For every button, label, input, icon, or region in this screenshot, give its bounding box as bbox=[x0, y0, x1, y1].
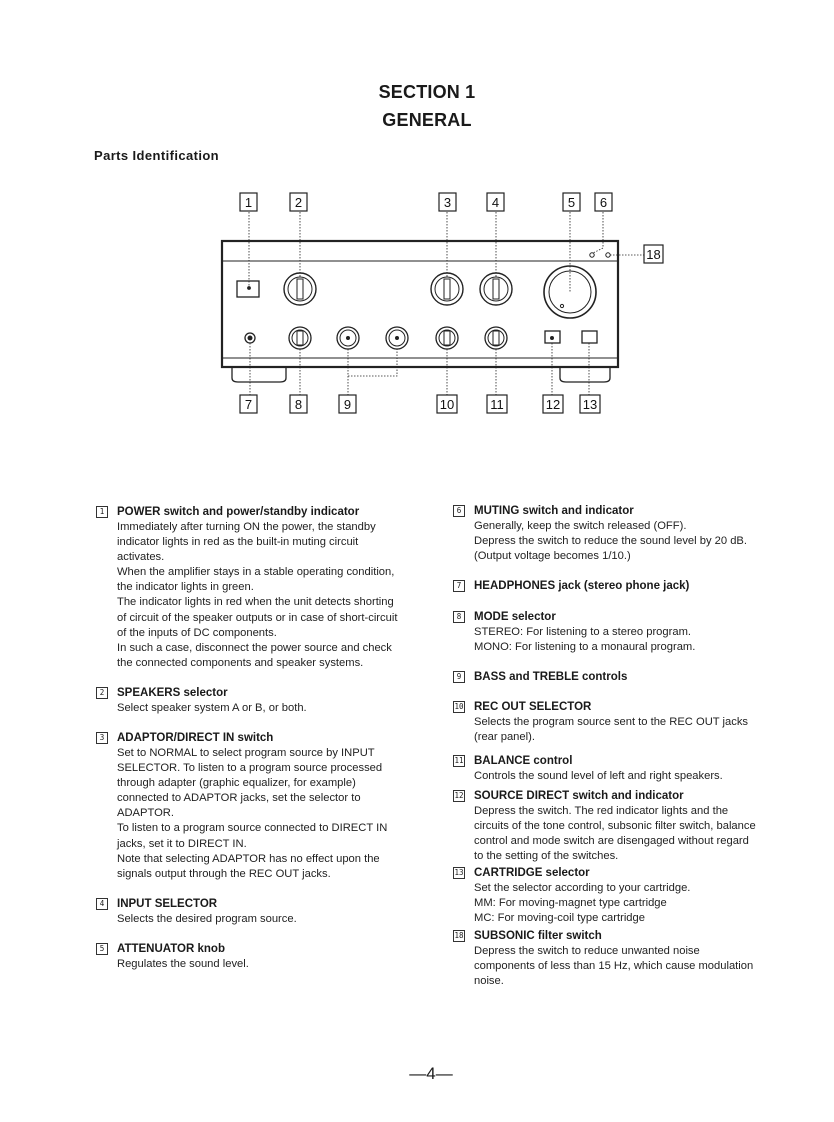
item-title: SUBSONIC filter switch bbox=[474, 930, 602, 942]
item-attenuator bbox=[96, 942, 249, 972]
item-headphones bbox=[453, 579, 689, 594]
item-number: 6 bbox=[453, 505, 465, 517]
item-muting bbox=[453, 504, 747, 564]
item-description: Set the selector according to your cartridge. MM: For moving-magnet type cartridge MC: For moving-coil type cartridge bbox=[474, 882, 691, 925]
callout-7: 7 bbox=[244, 397, 253, 412]
mode-selector-knob bbox=[289, 327, 311, 349]
item-title: INPUT SELECTOR bbox=[117, 898, 218, 910]
subsonic-switch bbox=[606, 253, 610, 257]
item-title: REC OUT SELECTOR bbox=[474, 701, 592, 713]
item-description: Selects the program source sent to the REC OUT jacks (rear panel). bbox=[474, 716, 749, 744]
item-description: Controls the sound level of left and right speakers. bbox=[474, 770, 723, 782]
item-rec-out bbox=[453, 700, 748, 745]
callout-1: 1 bbox=[244, 195, 253, 210]
item-bass-treble bbox=[453, 670, 627, 685]
item-description: Depress the switch. The red indicator lights and the circuits of the tone control, subsonic filter switch, balance control and mode switch are disengaged without regard to the setting of the switches. bbox=[474, 805, 756, 863]
item-subsonic bbox=[453, 929, 753, 989]
item-title: ATTENUATOR knob bbox=[117, 943, 225, 955]
item-number: 18 bbox=[454, 931, 464, 940]
item-number: 8 bbox=[453, 611, 465, 623]
item-description: Regulates the sound level. bbox=[117, 958, 249, 970]
item-number: 11 bbox=[454, 756, 464, 765]
callout-6: 6 bbox=[599, 195, 608, 210]
item-number: 2 bbox=[96, 687, 108, 699]
callout-10: 10 bbox=[439, 397, 455, 412]
input-selector-knob bbox=[480, 273, 512, 305]
callout-3: 3 bbox=[443, 195, 452, 210]
callout-4: 4 bbox=[491, 195, 500, 210]
amplifier-front-panel-diagram bbox=[200, 185, 680, 415]
item-description: Generally, keep the switch released (OFF). Depress the switch to reduce the sound level by 20 dB. (Output voltage becomes 1/10.) bbox=[474, 520, 748, 563]
callout-9: 9 bbox=[343, 397, 352, 412]
item-description: Immediately after turning ON the power, the standby indicator lights in red as the built-in muting circuit activates. When the amplifier stays in a stable operating condition, the indicator lights in green. The indicator lights in red when the unit detects shorting of circuit of the speaker outputs or in case of short-circuit of the inputs of DC components. In such a case, disconnect the power source and check the connected components and speaker systems. bbox=[117, 521, 398, 669]
item-number: 5 bbox=[96, 943, 108, 955]
item-source-direct bbox=[453, 789, 756, 864]
item-title: BASS and TREBLE controls bbox=[474, 671, 628, 683]
item-number: 10 bbox=[454, 702, 464, 711]
item-description: STEREO: For listening to a stereo program. MONO: For listening to a monaural program. bbox=[474, 626, 696, 654]
headphones-jack bbox=[245, 333, 255, 343]
item-number: 12 bbox=[454, 791, 464, 800]
item-power bbox=[96, 505, 397, 671]
section-title: GENERAL bbox=[382, 110, 472, 130]
item-title: POWER switch and power/standby indicator bbox=[117, 506, 360, 518]
page-number: —4— bbox=[409, 1064, 453, 1083]
left-foot bbox=[232, 368, 286, 382]
item-title: SPEAKERS selector bbox=[117, 687, 228, 699]
cartridge-switch bbox=[582, 331, 597, 343]
callout-8: 8 bbox=[294, 397, 303, 412]
item-input-selector bbox=[96, 897, 297, 927]
item-title: ADAPTOR/DIRECT IN switch bbox=[117, 732, 274, 744]
bass-knob bbox=[337, 327, 359, 349]
treble-knob bbox=[386, 327, 408, 349]
item-description: Set to NORMAL to select program source by INPUT SELECTOR. To listen to a program source processed through adapter (graphic equalizer, for example) connected to ADAPTOR jacks, set the selector to ADAPTOR. To listen to a program source connected to DIRECT IN jacks, set it to DIRECT IN. Note that selecting ADAPTOR has no effect upon the signals output through the REC OUT jacks. bbox=[117, 747, 388, 880]
item-title: MODE selector bbox=[474, 611, 556, 623]
callout-2: 2 bbox=[294, 195, 303, 210]
item-number: 1 bbox=[96, 506, 108, 518]
item-title: BALANCE control bbox=[474, 755, 573, 767]
power-indicator bbox=[248, 287, 251, 290]
item-number: 9 bbox=[453, 671, 465, 683]
callout-11: 11 bbox=[490, 397, 504, 412]
item-description: Selects the desired program source. bbox=[117, 913, 297, 925]
item-number: 3 bbox=[96, 732, 108, 744]
adaptor-direct-knob bbox=[431, 273, 463, 305]
attenuator-knob bbox=[544, 266, 596, 318]
item-description: Depress the switch to reduce unwanted noise components of less than 15 Hz, which cause modulation noise. bbox=[474, 945, 754, 988]
item-number: 4 bbox=[96, 898, 108, 910]
item-cartridge bbox=[453, 866, 690, 926]
item-title: HEADPHONES jack (stereo phone jack) bbox=[474, 580, 690, 592]
callout-5: 5 bbox=[567, 195, 576, 210]
callout-12: 12 bbox=[545, 397, 561, 412]
callout-13: 13 bbox=[582, 397, 598, 412]
item-adaptor bbox=[96, 731, 387, 882]
right-foot bbox=[560, 368, 610, 382]
item-description: Select speaker system A or B, or both. bbox=[117, 702, 307, 714]
item-title: SOURCE DIRECT switch and indicator bbox=[474, 790, 684, 802]
muting-indicator bbox=[590, 253, 594, 257]
item-speakers bbox=[96, 686, 307, 716]
callout-18: 18 bbox=[646, 247, 661, 262]
chassis-outline bbox=[222, 241, 618, 367]
speakers-selector-knob bbox=[284, 273, 316, 305]
section-number: SECTION 1 bbox=[378, 82, 476, 102]
parts-heading: Parts Identification bbox=[94, 148, 220, 163]
rec-out-knob bbox=[436, 327, 458, 349]
item-mode bbox=[453, 610, 695, 655]
item-title: MUTING switch and indicator bbox=[474, 505, 634, 517]
balance-knob bbox=[485, 327, 507, 349]
item-title: CARTRIDGE selector bbox=[474, 867, 590, 879]
item-number: 13 bbox=[454, 868, 464, 877]
item-balance bbox=[453, 754, 723, 784]
item-number: 7 bbox=[453, 580, 465, 592]
